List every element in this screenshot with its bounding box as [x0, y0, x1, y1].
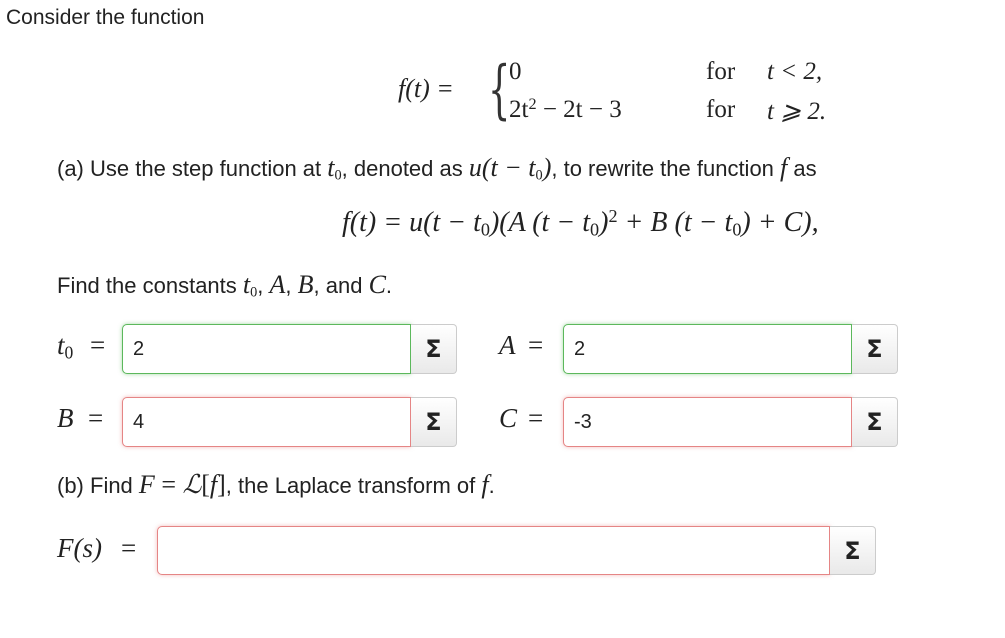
A-equals: = [528, 330, 544, 360]
C-equals: = [528, 403, 544, 433]
intro-text: Consider the function [6, 6, 205, 29]
piecewise-case1-for: for [706, 58, 736, 85]
step-function-formula: $f(t) = u(t - t_0)(A$ $(t - t_0)^2 + B$ $(t - t_0) + C$), [342, 205, 819, 240]
sigma-icon: Σ [866, 335, 883, 363]
F-equation-editor-button[interactable] [830, 526, 876, 575]
piecewise-case2-for: for [706, 96, 736, 123]
t0-equation-editor-button[interactable] [411, 324, 457, 374]
B-equation-editor-button[interactable] [411, 397, 457, 447]
F-input[interactable] [157, 526, 830, 575]
A-label: A [499, 330, 516, 360]
sigma-icon: Σ [844, 536, 861, 565]
sigma-icon: Σ [425, 408, 442, 436]
piecewise-case2-expr: $2t^2 - 2t - 3$ [509, 94, 622, 123]
t0-input[interactable] [122, 324, 411, 374]
B-equals: = [88, 403, 104, 433]
F-label: F(s) [57, 533, 102, 563]
piecewise-brace: { [488, 53, 511, 127]
B-label: B [57, 403, 74, 433]
F-equals: = [121, 533, 137, 563]
A-input[interactable] [563, 324, 852, 374]
sigma-icon: Σ [425, 335, 442, 363]
part-a-instruction: (a) Use the step function at $t_0$, denoted as $u(t - t_0)$, to rewrite the function f as [57, 153, 817, 184]
A-equation-editor-button[interactable] [852, 324, 898, 374]
piecewise-lhs: f(t) = [398, 74, 454, 103]
C-input[interactable] [563, 397, 852, 447]
find-constants-text: Find the constants $t_0$, A, B, and C. [57, 270, 393, 301]
sigma-icon: Σ [866, 408, 883, 436]
t0-equals: = [90, 330, 106, 360]
piecewise-case1-expr: 0 [509, 58, 522, 85]
piecewise-case1-cond: t < 2, [767, 58, 823, 85]
part-b-instruction: (b) Find F = ℒ[f], the Laplace transform of f. [57, 470, 495, 499]
t0-label: $t_0$ [57, 330, 74, 363]
C-equation-editor-button[interactable] [852, 397, 898, 447]
C-label: C [499, 403, 518, 433]
piecewise-case2-cond: t ⩾ 2. [767, 98, 827, 125]
B-input[interactable] [122, 397, 411, 447]
